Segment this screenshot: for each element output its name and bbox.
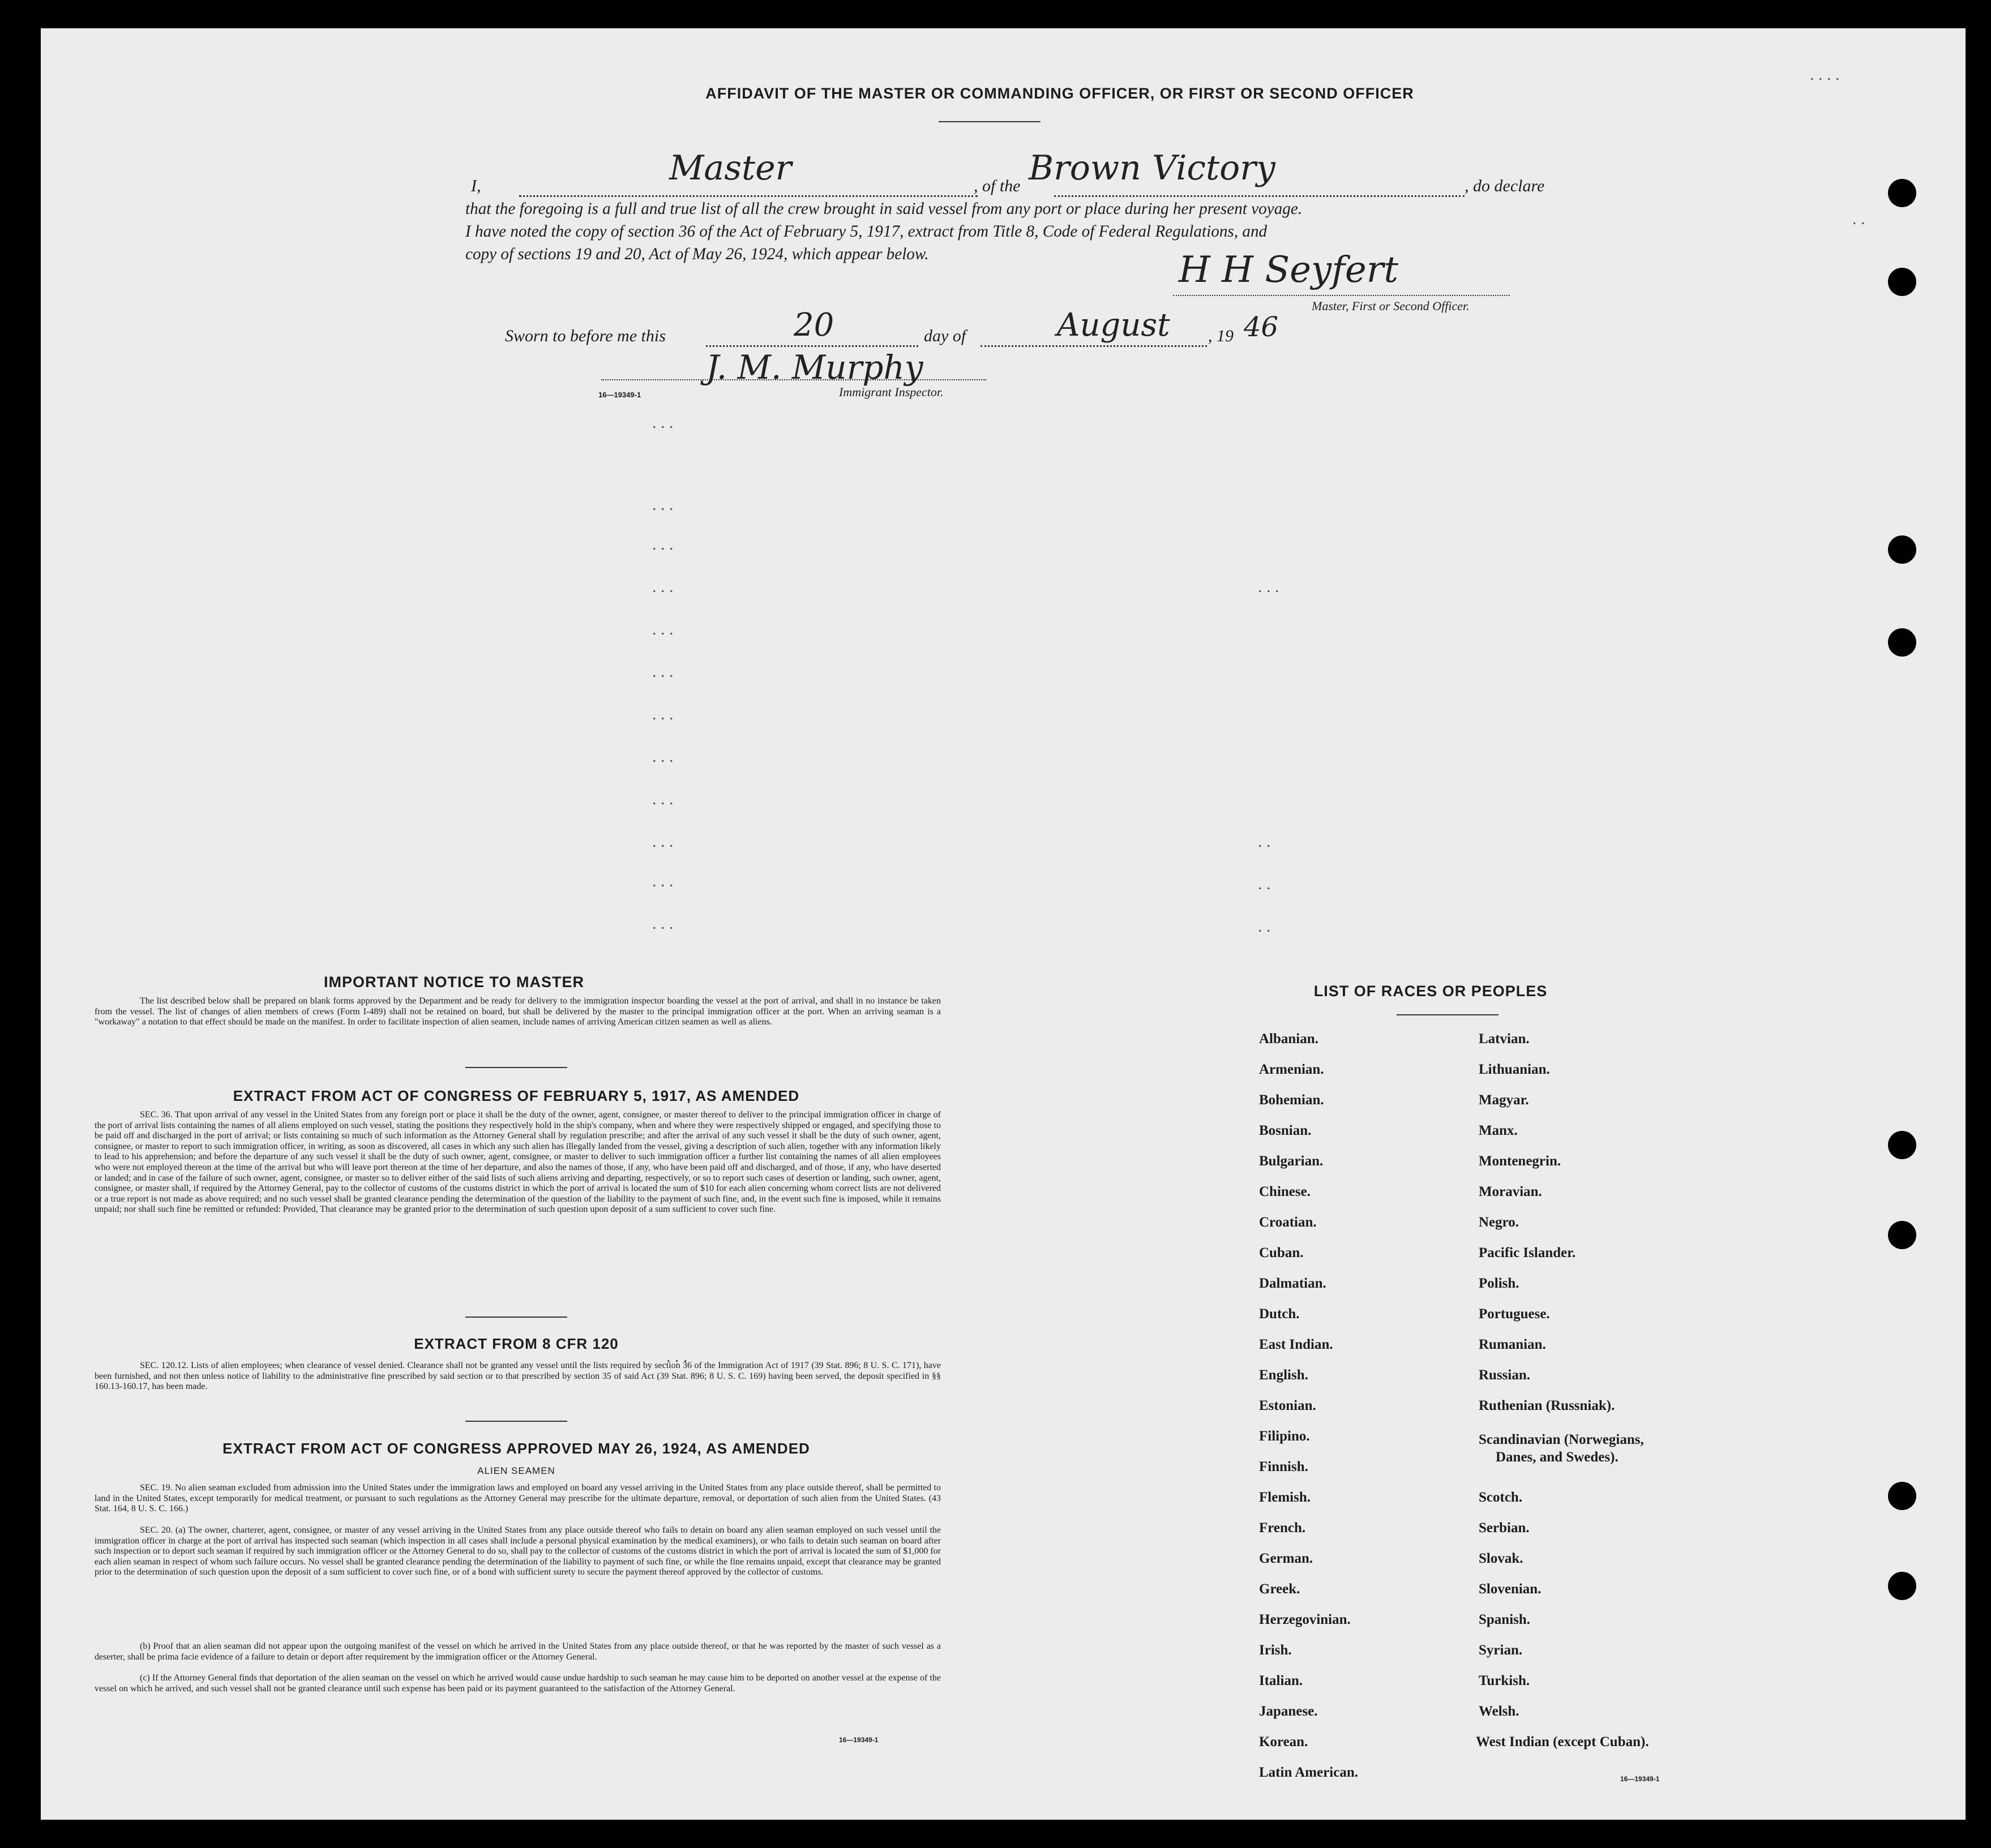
- extract-8cfr-title: EXTRACT FROM 8 CFR 120: [414, 1335, 619, 1352]
- speck: . . .: [652, 413, 674, 432]
- extract-1924-sec20c: (c) If the Attorney General finds that deportation of the alien seaman on the vessel on which he arrived would cause undue hardship to such seaman he may cause him to be deported on another vessel at the expense of the vessel on which he arrived, and such vessel shall not be granted clearance until such expense has been paid or its payment guaranteed to the satisfaction of the Attorney General.: [95, 1673, 941, 1693]
- race-item: Albanian.: [1259, 1031, 1318, 1047]
- extract-1924-form-number: 16—19349-1: [839, 1736, 879, 1744]
- punch-hole: [1888, 1572, 1916, 1600]
- race-item: Irish.: [1259, 1643, 1292, 1658]
- speck: . . . .: [1810, 65, 1840, 84]
- race-item: Rumanian.: [1479, 1337, 1546, 1352]
- race-item: Dalmatian.: [1259, 1276, 1326, 1291]
- extract-1917-text: SEC. 36. That upon arrival of any vessel in the United States from any foreign port or place it shall be the duty of the owner, agent, consignee, or master thereof to deliver to the principal immigration officer in charge of the port of arrival lists containing the names of all aliens employed on such vessel, stating the positions they respectively hold in the ship's company, when and where they were respectively shipped or engaged, and specifying those to be paid off and discharged in the port of arrival; or lists containing so much of such information as the Attorney General shall by regulation prescribe; and after the arrival of any such vessel it shall be the duty of such owner, agent, consignee, or master to report to such immigration officer, in writing, as soon as discovered, all cases in which any such alien has illegally landed from the vessel, giving a description of such alien, together with any information likely to lead to his apprehension; and before the departure of any such vessel it shall be the duty of such owner, agent, consignee, or master to deliver to such immigration officer a further list containing the names of all alien employees who were not employed thereon at the time of the arrival but who will leave port thereon at the time of her departure, and also the names of those, if any, who have been paid off and discharged, and of those, if any, who have deserted or landed; and in case of the failure of such owner, agent, consignee, or master so to deliver either of the said lists of such aliens arriving and departing, respectively, or so to report such cases of desertion or landing, such owner, agent, consignee, or master shall, if required by the Attorney General, pay to the collector of customs of the customs district in which the port of arrival is located the sum of $10 for each alien concerning whom correct lists are not delivered or a true report is not made as above required; and no such vessel shall be granted clearance pending the determination of the question of the liability to the payment of such fine, and, in the event such fine is imposed, while it remains unpaid; nor shall such fine be remitted or refunded: Provided, That clearance may be granted prior to the determination of such question upon deposit of a sum sufficient to cover such fine.: [95, 1110, 941, 1215]
- extract-1924-sec20b: (b) Proof that an alien seaman did not appear upon the outgoing manifest of the vessel on which he arrived in the United States from any place outside thereof, or that he was reported by the master of such vessel as a deserter, shall be prima facie evidence of a failure to detain or deport after requirement by the immigration officer or the Attorney General.: [95, 1641, 941, 1662]
- extract-1917-title: EXTRACT FROM ACT OF CONGRESS OF FEBRUARY 5, 1917, AS AMENDED: [233, 1087, 800, 1104]
- race-item: Flemish.: [1259, 1490, 1311, 1505]
- do-declare-label: , do declare: [1465, 177, 1545, 195]
- affidavit-line-4: copy of sections 19 and 20, Act of May 26, 1924, which appear below.: [465, 245, 929, 263]
- race-item: Magyar.: [1479, 1092, 1529, 1108]
- extract-1924-subtitle: ALIEN SEAMEN: [477, 1465, 555, 1476]
- race-item: Latin American.: [1259, 1765, 1358, 1780]
- notice-rule: [465, 1067, 567, 1068]
- year-handwritten: 46: [1244, 311, 1279, 343]
- race-item: Japanese.: [1259, 1704, 1318, 1719]
- speck: . . .: [652, 832, 674, 851]
- day-line: [706, 345, 918, 347]
- speck: . . .: [652, 790, 674, 808]
- race-item: Slovenian.: [1479, 1581, 1542, 1597]
- race-item: Korean.: [1259, 1734, 1308, 1750]
- race-item: Manx.: [1479, 1123, 1518, 1138]
- vessel-line: [1054, 195, 1465, 197]
- punch-hole: [1888, 628, 1916, 657]
- extract-1924-sec19: SEC. 19. No alien seaman excluded from admission into the United States under the immigration laws and employed on board any vessel arriving in the United States from any place outside thereof, shall be permitted to land in the United States, except temporarily for medical treatment, or pursuant to such regulations as the Attorney General may prescribe for the ultimate departure, removal, or deportation of such alien from the United States. (43 Stat. 164, 8 U. S. C. 166.): [95, 1483, 941, 1514]
- affidavit-title: AFFIDAVIT OF THE MASTER OR COMMANDING OFFICER, OR FIRST OR SECOND OFFICER: [705, 85, 1414, 102]
- race-item: Welsh.: [1479, 1704, 1519, 1719]
- speck: . . .: [652, 662, 674, 681]
- speck: . . .: [652, 705, 674, 723]
- punch-hole: [1888, 268, 1916, 296]
- race-item: Montenegrin.: [1479, 1154, 1561, 1169]
- race-item: Cuban.: [1259, 1245, 1304, 1260]
- extract-8cfr-text: SEC. 120.12. Lists of alien employees; when clearance of vessel denied. Clearance shall not be granted any vessel until the lists required by section 36 of the Immigration Act of 1917 (39 Stat. 896; 8 U. S. C. 171), have been furnished, and not then unless notice of liability to the administrative fine prescribed by said section or to that prescribed by section 35 of said Act (39 Stat. 896; 8 U. S. C. 169) having been served, the deposit specified in §§ 160.13-160.17, has been made.: [95, 1361, 941, 1392]
- of-the-label: , of the: [974, 177, 1021, 195]
- race-item: Bulgarian.: [1259, 1154, 1324, 1169]
- affidavit-line-2: that the foregoing is a full and true list of all the crew brought in said vessel from any port or place during her present voyage.: [465, 200, 1303, 218]
- race-item: Ruthenian (Russniak).: [1479, 1398, 1615, 1413]
- race-item: Polish.: [1479, 1276, 1519, 1291]
- race-item: Turkish.: [1479, 1673, 1530, 1688]
- races-rule: [1397, 1014, 1498, 1015]
- race-item: Estonian.: [1259, 1398, 1316, 1413]
- master-caption: Master, First or Second Officer.: [1312, 299, 1470, 313]
- speck: . . .: [652, 914, 674, 933]
- title-rule: [939, 121, 1041, 122]
- notice-text: The list described below shall be prepared on blank forms approved by the Department and be ready for delivery to the immigration inspector boarding the vessel at the port of arrival, and shall in no instance be taken from the vessel. The list of changes of alien members of crews (Form I-489) shall not be retained on board, but shall be delivered by the master to the principal immigration officer at the port. When an arriving seaman is a "workaway" a notation to that effect should be made on the manifest. In order to facilitate inspection of alien seamen, include names of arriving American citizen seamen as well as aliens.: [95, 996, 941, 1027]
- races-form-number: 16—19349-1: [1620, 1775, 1660, 1783]
- race-item: Dutch.: [1259, 1306, 1300, 1322]
- race-item: Bohemian.: [1259, 1092, 1324, 1108]
- race-item: German.: [1259, 1551, 1313, 1566]
- affidavit-form-number: 16—19349-1: [598, 391, 641, 399]
- vessel-handwritten: Brown Victory: [1029, 148, 1275, 188]
- day-handwritten: 20: [794, 307, 834, 344]
- document-page: [41, 28, 1966, 1820]
- extract-1924-sec20a: SEC. 20. (a) The owner, charterer, agent, consignee, or master of any vessel arriving in the United States from any place outside thereof who fails to detain on board any alien seaman employed on such vessel until the immigration officer in charge at the port of arrival has inspected such seaman (which inspection in all cases shall include a personal physical examination by the medical examiners), or who fails to detain such seaman on board after such inspection or to deport such seaman if required by such immigration officer or the Attorney General to do so, shall pay to the collector of customs of the customs district in which the port of arrival is located the sum of $1,000 for each alien seaman in respect of whom such failure occurs. No vessel shall be granted clearance pending the determination of the liability to payment of such fine, or while the fine remains unpaid, except that clearance may be granted prior to the determination of such question upon the deposit of a sum sufficient to cover such fine, or of a bond with sufficient surety to secure the payment thereof approved by the collector of customs.: [95, 1525, 941, 1577]
- race-item: Serbian.: [1479, 1520, 1530, 1536]
- race-item: French.: [1259, 1520, 1306, 1536]
- master-signature-line: [1173, 295, 1510, 296]
- sworn-label: Sworn to before me this: [505, 327, 666, 345]
- race-item: Armenian.: [1259, 1062, 1324, 1077]
- officer-title-handwritten: Master: [669, 148, 792, 188]
- year-prefix: , 19: [1208, 327, 1234, 345]
- speck: . . .: [652, 535, 674, 554]
- race-item: Lithuanian.: [1479, 1062, 1550, 1077]
- race-item: Scandinavian (Norwegians,: [1479, 1432, 1644, 1447]
- race-item: West Indian (except Cuban).: [1476, 1734, 1649, 1750]
- extract-1917-rule: [465, 1317, 567, 1318]
- extract-1924-title: EXTRACT FROM ACT OF CONGRESS APPROVED MAY 26, 1924, AS AMENDED: [222, 1440, 810, 1457]
- race-item: Filipino.: [1259, 1429, 1310, 1444]
- speck: . .: [1852, 209, 1865, 228]
- extract-8cfr-rule: [465, 1421, 567, 1422]
- speck: . . .: [652, 747, 674, 766]
- race-item: Portuguese.: [1479, 1306, 1550, 1322]
- speck: . .: [1258, 917, 1271, 936]
- race-item: Croatian.: [1259, 1215, 1317, 1230]
- speck: . . .: [652, 620, 674, 638]
- race-item: English.: [1259, 1367, 1308, 1383]
- race-item: Spanish.: [1479, 1612, 1531, 1627]
- races-title: LIST OF RACES OR PEOPLES: [1313, 983, 1548, 1000]
- race-item: Herzegovinian.: [1259, 1612, 1351, 1627]
- month-handwritten: August: [1057, 307, 1170, 344]
- officer-title-line: [519, 195, 978, 197]
- punch-hole: [1888, 1482, 1916, 1510]
- punch-hole: [1888, 1131, 1916, 1159]
- race-item: Bosnian.: [1259, 1123, 1312, 1138]
- inspector-caption: Immigrant Inspector.: [839, 385, 944, 399]
- race-item: Pacific Islander.: [1479, 1245, 1576, 1260]
- race-item: Chinese.: [1259, 1184, 1311, 1199]
- race-item: Syrian.: [1479, 1643, 1523, 1658]
- punch-hole: [1888, 535, 1916, 564]
- speck: . .: [1258, 874, 1271, 893]
- notice-title: IMPORTANT NOTICE TO MASTER: [324, 974, 584, 991]
- speck: . . .: [666, 1347, 688, 1366]
- inspector-signature: J. M. Murphy: [706, 348, 923, 387]
- punch-hole: [1888, 1221, 1916, 1249]
- race-item: East Indian.: [1259, 1337, 1333, 1352]
- master-signature: H H Seyfert: [1179, 249, 1399, 291]
- month-line: [980, 345, 1207, 347]
- day-of-label: day of: [924, 327, 966, 345]
- race-item: Danes, and Swedes).: [1496, 1450, 1619, 1465]
- affidavit-line-3: I have noted the copy of section 36 of the Act of February 5, 1917, extract from Title 8, Code of Federal Regulations, and: [465, 222, 1268, 241]
- race-item: Greek.: [1259, 1581, 1300, 1597]
- race-item: Russian.: [1479, 1367, 1531, 1383]
- race-item: Scotch.: [1479, 1490, 1523, 1505]
- speck: . . .: [652, 577, 674, 596]
- race-item: Moravian.: [1479, 1184, 1542, 1199]
- race-item: Italian.: [1259, 1673, 1303, 1688]
- speck: . . .: [652, 495, 674, 514]
- speck: . . .: [1258, 577, 1279, 596]
- punch-hole: [1888, 179, 1916, 207]
- race-item: Negro.: [1479, 1215, 1519, 1230]
- speck: . . .: [652, 872, 674, 890]
- speck: . .: [1258, 832, 1271, 851]
- race-item: Finnish.: [1259, 1459, 1308, 1474]
- affidavit-i-label: I,: [471, 177, 481, 195]
- race-item: Slovak.: [1479, 1551, 1523, 1566]
- race-item: Latvian.: [1479, 1031, 1530, 1047]
